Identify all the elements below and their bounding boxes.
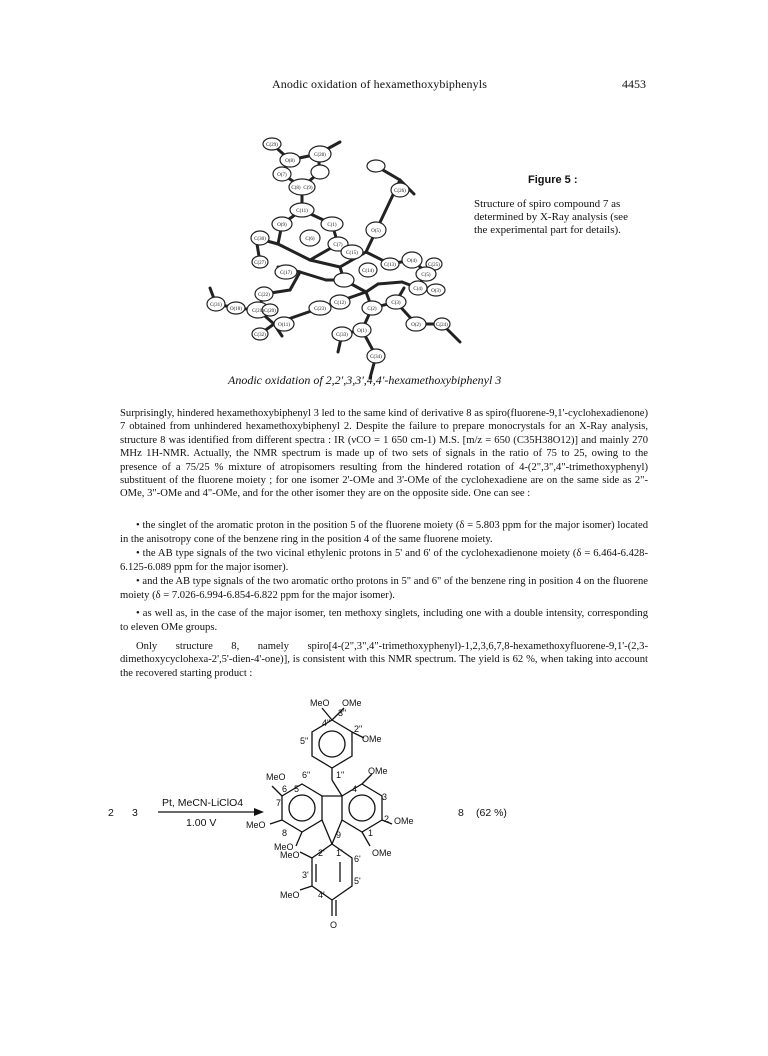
atom-label: C(27): [254, 261, 266, 266]
group-label: MeO: [246, 820, 266, 830]
atom-label: C(17): [280, 271, 292, 276]
group-label: OMe: [342, 698, 362, 708]
position-label: 4': [318, 890, 325, 900]
atom-label: C(23): [314, 307, 326, 312]
group-label: OMe: [372, 848, 392, 858]
atom-label: C(5): [421, 273, 431, 278]
atom-label: C(29): [266, 143, 278, 148]
position-label: 9: [336, 830, 342, 840]
atom-label: O(10): [230, 307, 242, 312]
atom-label: C(30): [254, 237, 266, 242]
yield-label: (62 %): [476, 807, 507, 819]
atom-label: C(6): [305, 237, 315, 242]
atom-label: C(24): [436, 323, 448, 328]
position-label: 5": [300, 736, 309, 746]
position-label: 4: [352, 784, 358, 794]
position-label: 7: [276, 798, 282, 808]
position-label: 1: [368, 828, 374, 838]
position-label: 6: [282, 784, 288, 794]
running-title: Anodic oxidation of hexamethoxybiphenyls: [272, 77, 487, 91]
atom-label: C(13): [384, 263, 396, 268]
group-label: MeO: [280, 890, 300, 900]
position-label: 3': [302, 870, 309, 880]
atom-label: C(26): [394, 189, 406, 194]
reactant-3: 3: [132, 807, 138, 819]
position-label: 4": [322, 718, 331, 728]
atom-label: C(34): [370, 355, 382, 360]
atom-label: C(28): [314, 153, 326, 158]
oxo-label: O: [330, 920, 338, 930]
atom-label: O(7): [277, 173, 287, 178]
atom-label: C(33): [336, 333, 348, 338]
atom-label: C(7): [333, 243, 343, 248]
position-label: 8: [282, 828, 288, 838]
position-label: 5': [354, 876, 361, 886]
atom-label: C(15): [346, 251, 358, 256]
atom-label: C(1): [327, 223, 337, 228]
atom-label: O(8): [285, 159, 295, 164]
position-label: 2: [384, 814, 390, 824]
bullet-item: • and the AB type signals of the two aromatic ortho protons in 5" and 6" of the benzene ring in position 4 on the fluorene moiety (δ = 7.026-6.994-6.854-6.822 ppm for the major isomer).: [120, 576, 648, 601]
group-label: MeO: [274, 842, 294, 852]
potential-label: 1.00 V: [186, 817, 217, 829]
reactant-2: 2: [108, 807, 114, 819]
atom-label: C(31): [210, 303, 222, 308]
position-label: 6": [302, 770, 311, 780]
atom-label: C(32): [254, 333, 266, 338]
page-header: [0, 77, 768, 93]
atom-label: C(2): [367, 307, 377, 312]
position-label: 6': [354, 854, 361, 864]
atom-label: C(22): [258, 293, 270, 298]
group-label: OMe: [368, 766, 388, 776]
product-number: 8: [458, 807, 464, 819]
atom-label: C(25): [428, 263, 440, 268]
atom-label: C(20): [264, 309, 276, 314]
scheme-caption: Anodic oxidation of 2,2',3,3',4,4'-hexamethoxybiphenyl 3: [228, 373, 502, 387]
atom-label: O(4): [407, 259, 417, 264]
position-label: 3": [338, 708, 347, 718]
position-label: 1": [336, 770, 345, 780]
page-number: 4453: [622, 77, 646, 91]
atom-label: C(4): [413, 287, 423, 292]
position-label: 3: [382, 792, 388, 802]
atom-label: C(3): [391, 301, 401, 306]
atom-label: O(1): [357, 329, 367, 334]
position-label: 1': [336, 848, 343, 858]
position-label: 2': [318, 848, 325, 858]
atom-label: C(11): [296, 209, 308, 214]
paragraph-1: Surprisingly, hindered hexamethoxybiphenyl 3 led to the same kind of derivative 8 as spiro(fluorene-9,1'-cyclohexadienone) 7 obtained from unhindered hexamethoxybiphenyl 2. Despite the failure to prepare monocrystals for an X-Ray analysis, structure 8 was identified from different spectra : IR (νCO = 1 650 cm-1) M.S. [m/z = 650 (C35H38O12)] and mainly 270 MHz 1H-NMR. Actually, the NMR spectrum is made up of two sets of signals in the ratio of 75 to 25, owing to the presence of a 75/25 % mixture of atropisomers resulting from the hindered rotation of 4-(2",3",4"-trimethoxyphenyl) substituent of the fluorene moiety ; for one isomer 2'-OMe and 3'-OMe of the cyclohexadiene are on the same side as 2"-OMe, 3"-OMe and 4"-OMe, and for the other isomer they are on the opposite side. One can see :: [120, 408, 648, 500]
xray-structure-figure: [190, 112, 480, 384]
atom-label: C(9): [303, 186, 313, 191]
atom-label: C(12): [334, 301, 346, 306]
atom-label: O(9): [277, 223, 287, 228]
position-label: 5: [294, 784, 300, 794]
atom-label: C(14): [362, 269, 374, 274]
figure-caption: Structure of spiro compound 7 as determined by X-Ray analysis (see the experimental part for details).: [474, 198, 628, 236]
atom-label: C(21): [252, 309, 264, 314]
group-label: OMe: [362, 734, 382, 744]
figure-label: Figure 5 :: [528, 174, 578, 186]
reagent-label: Pt, MeCN-LiClO4: [162, 797, 244, 809]
atom-label: O(11): [278, 323, 290, 328]
position-label: 2": [354, 724, 363, 734]
group-label: OMe: [394, 816, 414, 826]
atom-label: C(8): [291, 186, 301, 191]
group-label: MeO: [280, 850, 300, 860]
group-label: MeO: [310, 698, 330, 708]
atom-label: O(3): [431, 289, 441, 294]
paragraph-2: Only structure 8, namely spiro[4-(2",3",4"-trimethoxyphenyl)-1,2,3,6,7,8-hexamethoxyfluorene-9,1'-(2,3-dimethoxycyclohexa-2',5'-dien-4'-one)], is consistent with this NMR spectrum. The yield is 62 %, when taking into account the recovered starting product :: [120, 641, 648, 679]
atom-label: O(5): [371, 229, 381, 234]
group-label: MeO: [266, 772, 286, 782]
atom-label: O(2): [411, 323, 421, 328]
bullet-item: • the singlet of the aromatic proton in the position 5 of the fluorene moiety (δ = 5.803 ppm for the major isomer) located in the anisotropy cone of the benzene ring in the position 4 of the same fluorene moiety.: [120, 520, 648, 545]
bullet-item: • the AB type signals of the two vicinal ethylenic protons in 5' and 6' of the cyclohexadienone moiety (δ = 6.464-6.428-6.125-6.089 ppm for the major isomer).: [120, 548, 648, 573]
bullet-item: • as well as, in the case of the major isomer, ten methoxy singlets, including one with a double intensity, corresponding to eleven OMe groups.: [120, 608, 648, 633]
reaction-scheme: [96, 694, 566, 966]
